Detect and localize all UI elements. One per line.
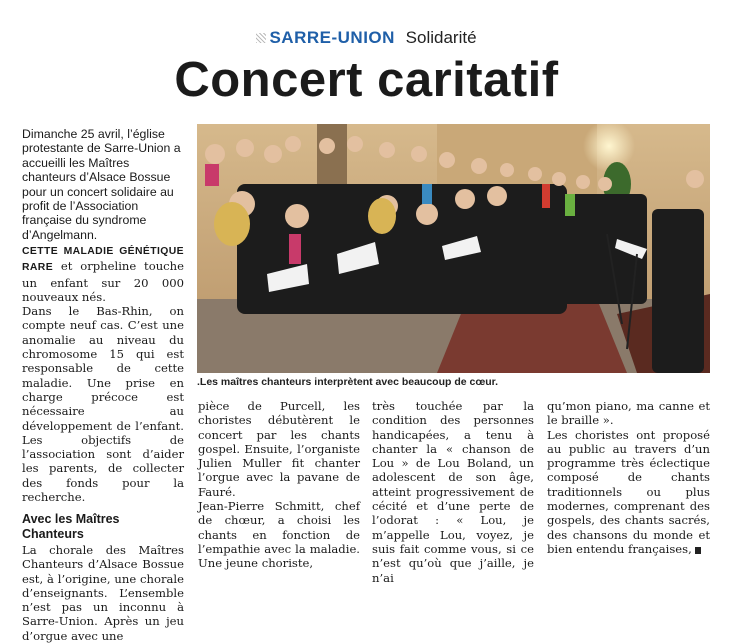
choir-photo-illustration (197, 124, 710, 373)
end-mark-icon (695, 547, 701, 554)
paragraph: pièce de Purcell, les choristes débutèrent le concert par les chants gospel. Ensuite, l’organiste Julien Muller fit chanter l’orgue avec la pavane de Fauré. (198, 399, 360, 499)
section-kicker (0, 28, 733, 48)
column-4 (547, 399, 710, 556)
paragraph (547, 428, 710, 557)
choir-photo (197, 124, 710, 373)
lead-text: Dimanche 25 avril, l’église protestante de Sarre-Union a accueilli les Maîtres chanteurs d’Alsace Bossue pour un concert solidaire au profit de l’Association française du syndrome d’Angelmann. (22, 127, 181, 242)
hatch-square-icon (256, 33, 266, 43)
category-label: Solidarité (405, 28, 477, 47)
column-2 (198, 399, 360, 571)
headline: Concert caritatif (174, 53, 559, 107)
paragraph (22, 243, 184, 304)
column-1 (22, 243, 184, 643)
paragraph: Dans le Bas-Rhin, on compte neuf cas. C’est une anomalie au niveau du chromosome 15 qui est responsable de cette maladie. Une prise en charge précoce est nécessaire au développement de l’enfant. Les objectifs de l’association sont d’aider les parents, de collecter des fonds pour la recherche. (22, 304, 184, 505)
paragraph: qu’mon piano, ma canne et le braille ». (547, 399, 710, 428)
lead-paragraph (22, 127, 185, 242)
paragraph-text: Les choristes ont proposé au public au travers d’un programme très éclectique composé de chants traditionnels ou plus modernes, comprenant des gospels, des chants sacrés, des chansons du monde et bien entendu françaises, (547, 427, 710, 556)
paragraph: très touchée par la condition des personnes handicapées, a tenu à chanter la « chanson de Lou » de Lou Boland, un adolescent de son âge, atteint progressivement de cécité et d’une perte de l’odorat : « Lou, je m’appelle Lou, voyez, je suis fait comme vous, si ce n’est qu’où que j’aille, je n’ai (372, 399, 534, 585)
paragraph: Jean-Pierre Schmitt, chef de chœur, a choisi les chants en fonction de l’empathie avec la maladie. Une jeune choriste, (198, 499, 360, 571)
subhead: Avec les Maîtres Chanteurs (22, 512, 120, 541)
paragraph: La chorale des Maîtres Chanteurs d’Alsace Bossue est, à l’origine, une chorale d’enseignants. L’ensemble n’est pas un inconnu à Sarre-Union. Après un jeu d’orgue avec une (22, 542, 184, 643)
town-label: SARRE-UNION (269, 28, 395, 47)
column-3 (372, 399, 534, 585)
paragraph-text: et orpheline touche un enfant sur 20 000 nouveaux nés. (22, 259, 184, 304)
caps-lead-in: CETTE MALADIE GÉNÉTIQUE RARE (22, 246, 184, 274)
photo-caption: .Les maîtres chanteurs interprètent avec beaucoup de cœur. (197, 376, 499, 388)
